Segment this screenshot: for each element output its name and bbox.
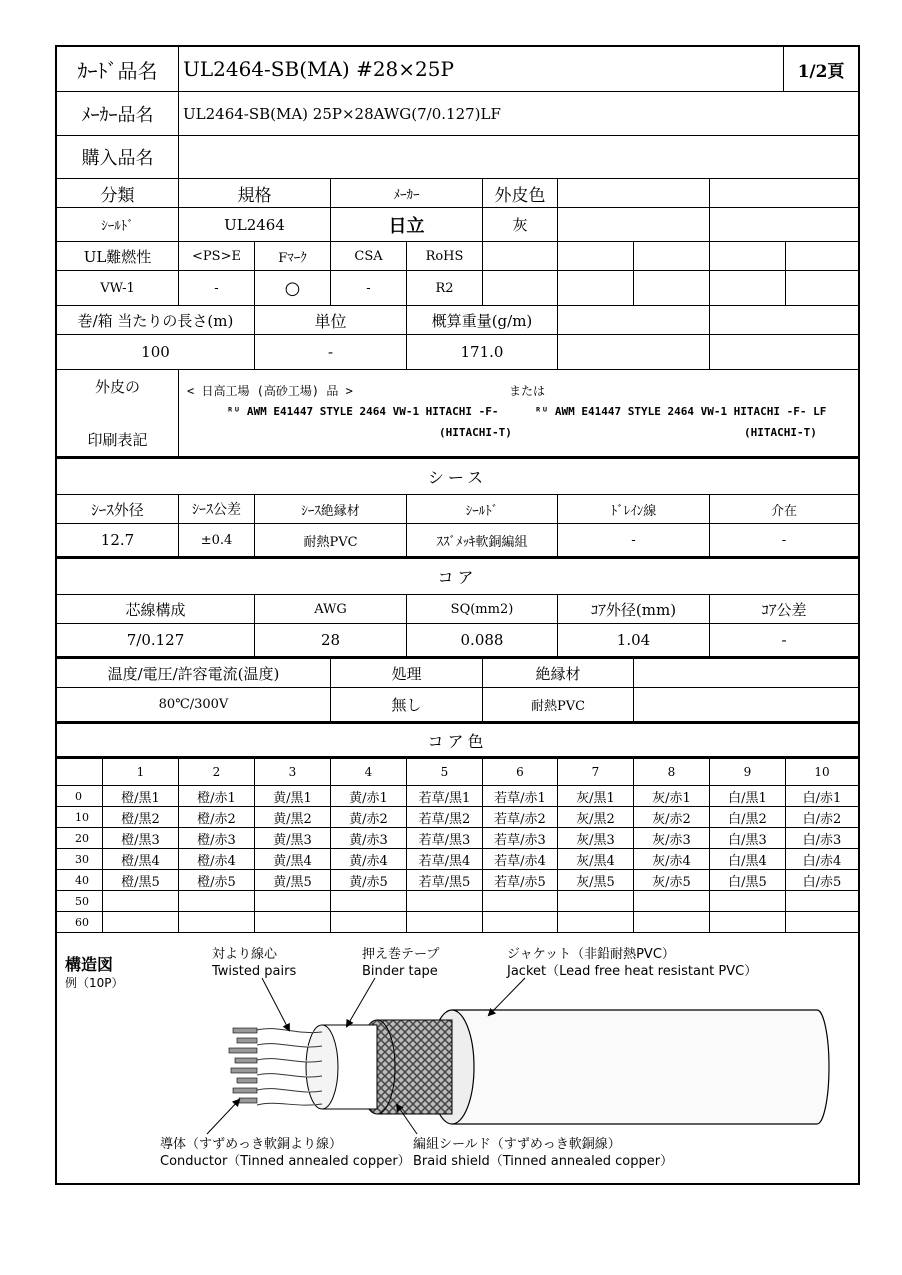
printing-line2b-text: AWM E41447 STYLE 2464 VW-1 HITACHI -F- LF — [554, 405, 827, 418]
drain-value: - — [558, 524, 710, 556]
color-cell: 白/黒3 — [710, 828, 786, 848]
color-cell — [179, 891, 255, 911]
csa-value: - — [331, 271, 407, 305]
color-cell: 灰/黒2 — [558, 807, 634, 827]
sheath-mat-header: ｼｰｽ絶縁材 — [255, 495, 407, 523]
color-cell: 若草/黒4 — [407, 849, 483, 869]
color-cell: 橙/赤1 — [179, 786, 255, 806]
unit-header: 単位 — [255, 306, 407, 334]
unit-value: - — [255, 335, 407, 369]
color-cell: 若草/黒5 — [407, 870, 483, 890]
drain-header: ﾄﾞﾚｲﾝ線 — [558, 495, 710, 523]
printing-line3b: (HITACHI-T) — [744, 426, 817, 439]
core-value-row — [57, 624, 858, 659]
color-row-index: 30 — [57, 849, 103, 869]
csa-header: CSA — [331, 242, 407, 270]
sheath-header-row — [57, 495, 858, 524]
structure-example: 例（10P） — [65, 976, 124, 990]
card-name-row — [57, 47, 858, 92]
weight-header: 概算重量(g/m) — [407, 306, 558, 334]
ul-flame-value: VW-1 — [57, 271, 179, 305]
printing-line2a-text: AWM E41447 STYLE 2464 VW-1 HITACHI -F- — [246, 405, 499, 418]
length-header: 巻/箱 当たりの長さ(m) — [57, 306, 255, 334]
rohs-value: R2 — [407, 271, 483, 305]
maker-value: 日立 — [331, 208, 483, 241]
color-cell — [483, 891, 558, 911]
color-col-header: 1 — [103, 759, 179, 785]
color-cell — [407, 912, 483, 932]
printing-row — [57, 370, 858, 459]
core-color-row — [57, 786, 858, 807]
blank-cell — [558, 306, 710, 334]
color-cell — [331, 891, 407, 911]
color-cell — [786, 912, 858, 932]
color-cell: 白/赤1 — [802, 790, 842, 806]
maker-name-label: ﾒｰｶｰ品名 — [57, 92, 179, 135]
color-cell — [255, 891, 331, 911]
blank-cell — [710, 179, 858, 207]
weight-value: 171.0 — [407, 335, 558, 369]
color-cell: 白/黒2 — [710, 807, 786, 827]
color-row-index: 40 — [57, 870, 103, 890]
shield-value: ｽｽﾞﾒｯｷ軟銅編組 — [407, 524, 558, 556]
sheath-title-row — [57, 459, 858, 495]
pse-header: <PS>E — [179, 242, 255, 270]
jacket-shape — [452, 1010, 829, 1124]
braid-shield-en: Braid shield（Tinned annealed copper） — [413, 1154, 674, 1169]
page-number: 1/2頁 — [797, 61, 845, 82]
purchase-name-value — [179, 136, 858, 178]
blank-cell — [483, 242, 558, 270]
conductors-shape — [229, 1028, 257, 1103]
core-color-row — [57, 807, 858, 828]
fmark-header: Fﾏｰｸ — [255, 242, 331, 270]
color-cell — [786, 891, 858, 911]
blank-cell — [634, 271, 710, 305]
blank-cell — [634, 688, 858, 721]
color-col-header: 4 — [331, 759, 407, 785]
color-cell: 白/黒1 — [710, 786, 786, 806]
pse-value: - — [179, 271, 255, 305]
color-cell: 白/黒4 — [710, 849, 786, 869]
color-cell: 灰/赤5 — [634, 870, 710, 890]
conductor-jp: 導体（すずめっき軟銅より線） — [160, 1137, 343, 1152]
color-row-index: 50 — [57, 891, 103, 911]
filler-header: 介在 — [770, 503, 797, 519]
color-row-index: 20 — [57, 828, 103, 848]
printing-label — [57, 370, 179, 456]
color-cell — [634, 891, 710, 911]
blank-cell — [710, 306, 858, 334]
sheath-tol-value: ±0.4 — [179, 524, 255, 556]
color-cell: 白/赤4 — [802, 853, 842, 869]
blank-cell — [786, 271, 858, 305]
spec2-value-row — [57, 271, 858, 306]
color-cell: 黄/赤3 — [331, 828, 407, 848]
temp-header-row — [57, 659, 858, 688]
length-value: 100 — [57, 335, 255, 369]
color-cell: 橙/赤5 — [179, 870, 255, 890]
color-cell: 黄/黒1 — [255, 786, 331, 806]
color-cell: 黄/黒5 — [255, 870, 331, 890]
color-cell: 黄/黒4 — [255, 849, 331, 869]
color-cell — [634, 912, 710, 932]
standard-header: 規格 — [179, 179, 331, 207]
maker-header: ﾒｰｶｰ — [331, 179, 483, 207]
color-cell: 黄/赤1 — [331, 786, 407, 806]
color-cell: 若草/赤4 — [483, 849, 558, 869]
color-cell: 橙/黒5 — [103, 870, 179, 890]
core-title-row — [57, 559, 858, 595]
color-cell: 橙/赤3 — [179, 828, 255, 848]
jacket-en: Jacket（Lead free heat resistant PVC） — [507, 964, 758, 979]
jacket-color-header: 外皮色 — [483, 179, 558, 207]
cable-illustration — [57, 940, 858, 1183]
color-cell: 灰/赤4 — [634, 849, 710, 869]
color-col-header: 10 — [814, 765, 830, 779]
spec1-value-row — [57, 208, 858, 242]
color-cell: 灰/赤2 — [634, 807, 710, 827]
color-cell: 若草/赤5 — [483, 870, 558, 890]
sq-value: 0.088 — [407, 624, 558, 656]
color-cell — [558, 912, 634, 932]
printing-text — [179, 370, 858, 456]
blank-cell — [558, 242, 634, 270]
color-cell: 黄/黒2 — [255, 807, 331, 827]
temp-header: 温度/電圧/許容電流(温度) — [57, 659, 331, 687]
structure-diagram — [57, 940, 858, 1183]
spec3-header-row — [57, 306, 858, 335]
purchase-name-label: 購入品名 — [57, 136, 179, 178]
color-col-header: 2 — [179, 759, 255, 785]
core-color-header-row — [57, 759, 858, 786]
color-col-header: 3 — [255, 759, 331, 785]
core-color-row — [57, 849, 858, 870]
color-cell — [407, 891, 483, 911]
sheath-value-row — [57, 524, 858, 559]
core-color-title-row — [57, 724, 858, 759]
maker-name-row — [57, 92, 858, 136]
spec2-header-row — [57, 242, 858, 271]
color-cell: 若草/赤3 — [483, 828, 558, 848]
blank-cell — [483, 271, 558, 305]
core-title: コア — [437, 568, 478, 587]
color-cell — [331, 912, 407, 932]
color-cell — [483, 912, 558, 932]
conductor-en: Conductor（Tinned annealed copper） — [160, 1154, 411, 1169]
printing-line3a: (HITACHI-T) — [439, 426, 512, 439]
standard-value: UL2464 — [179, 208, 331, 241]
binder-tape-en: Binder tape — [362, 964, 438, 979]
temp-value: 80℃/300V — [57, 688, 331, 721]
ul-mark-icon: ᴿᵁ — [227, 405, 241, 418]
blank-cell — [710, 242, 786, 270]
printing-factory: < 日高工場 (高砂工場) 品 > — [187, 384, 353, 398]
color-col-header: 8 — [634, 759, 710, 785]
printing-line2a — [227, 405, 499, 418]
color-cell: 灰/黒5 — [558, 870, 634, 890]
color-cell: 黄/赤5 — [331, 870, 407, 890]
color-cell: 若草/赤2 — [483, 807, 558, 827]
filler-value: - — [781, 532, 787, 548]
color-cell — [558, 891, 634, 911]
color-cell: 灰/赤1 — [634, 786, 710, 806]
awg-header: AWG — [255, 595, 407, 623]
blank-cell — [710, 335, 858, 369]
conductor-const-header: 芯線構成 — [57, 595, 255, 623]
class-value: ｼｰﾙﾄﾞ — [57, 208, 179, 241]
color-cell — [179, 912, 255, 932]
color-col-header: 6 — [483, 759, 558, 785]
color-cell: 橙/黒4 — [103, 849, 179, 869]
shield-header: ｼｰﾙﾄﾞ — [407, 495, 558, 523]
printing-line2b — [535, 405, 826, 418]
sheath-tol-header: ｼｰｽ公差 — [179, 495, 255, 523]
awg-value: 28 — [255, 624, 407, 656]
color-cell: 若草/黒2 — [407, 807, 483, 827]
structure-title: 構造図 — [65, 955, 114, 974]
spec3-value-row — [57, 335, 858, 370]
process-header: 処理 — [331, 659, 483, 687]
rohs-header: RoHS — [407, 242, 483, 270]
core-tol-header: ｺｱ公差 — [761, 600, 807, 619]
ul-flame-header: UL難燃性 — [57, 242, 179, 270]
jacket-color-value: 灰 — [483, 208, 558, 241]
jacket-jp: ジャケット（非鉛耐熱PVC） — [507, 947, 675, 962]
sheath-od-value: 12.7 — [57, 524, 179, 556]
conductor-const-value: 7/0.127 — [57, 624, 255, 656]
color-cell: 若草/黒3 — [407, 828, 483, 848]
color-cell: 黄/黒3 — [255, 828, 331, 848]
process-value: 無し — [331, 688, 483, 721]
blank-cell — [710, 208, 858, 241]
color-col-header: 7 — [558, 759, 634, 785]
color-cell: 若草/黒1 — [407, 786, 483, 806]
sheath-mat-value: 耐熱PVC — [255, 524, 407, 556]
color-cell: 橙/黒3 — [103, 828, 179, 848]
color-cell — [710, 891, 786, 911]
insulation-header: 絶縁材 — [483, 659, 634, 687]
card-name-value: UL2464-SB(MA) #28×25P — [179, 47, 784, 91]
binder-tape-jp: 押え巻テープ — [362, 947, 440, 962]
spec1-header-row — [57, 179, 858, 208]
color-cell: 橙/黒2 — [103, 807, 179, 827]
blank-cell — [710, 271, 786, 305]
color-cell: 白/黒5 — [710, 870, 786, 890]
color-cell: 橙/黒1 — [103, 786, 179, 806]
braid-shield-jp: 編組シールド（すずめっき軟銅線） — [413, 1137, 621, 1152]
fmark-value: ○ — [255, 271, 331, 305]
twisted-pairs-en: Twisted pairs — [212, 964, 297, 979]
core-color-row — [57, 912, 858, 933]
sheath-od-header: ｼｰｽ外径 — [57, 495, 179, 523]
core-color-row — [57, 828, 858, 849]
core-color-row — [57, 870, 858, 891]
color-cell: 白/赤2 — [802, 811, 842, 827]
color-cell: 灰/黒1 — [558, 786, 634, 806]
sq-header: SQ(mm2) — [407, 595, 558, 623]
color-col-header: 9 — [710, 759, 786, 785]
core-od-value: 1.04 — [558, 624, 710, 656]
ul-mark-icon: ᴿᵁ — [535, 405, 549, 418]
blank-cell — [558, 208, 710, 241]
purchase-name-row — [57, 136, 858, 179]
core-od-header: ｺｱ外径(mm) — [558, 595, 710, 623]
color-row-index: 60 — [57, 912, 103, 932]
color-cell: 白/赤5 — [802, 874, 842, 890]
blank-cell — [558, 179, 710, 207]
color-cell: 白/赤3 — [802, 832, 842, 848]
color-col-header: 5 — [407, 759, 483, 785]
color-cell: 黄/赤2 — [331, 807, 407, 827]
color-cell: 灰/赤3 — [634, 828, 710, 848]
binder-end — [306, 1025, 338, 1109]
color-cell: 黄/赤4 — [331, 849, 407, 869]
insulation-value: 耐熱PVC — [483, 688, 634, 721]
printing-label-line2: 印刷表記 — [87, 431, 148, 449]
color-cell — [103, 912, 179, 932]
sheath-title: シース — [427, 468, 488, 487]
color-cell: 橙/赤4 — [179, 849, 255, 869]
printing-or: または — [509, 384, 546, 398]
maker-name-value: UL2464-SB(MA) 25P×28AWG(7/0.127)LF — [183, 104, 501, 123]
temp-value-row — [57, 688, 858, 724]
color-cell — [710, 912, 786, 932]
twisted-pairs-jp: 対より線心 — [212, 947, 278, 962]
core-header-row — [57, 595, 858, 624]
blank-cell — [786, 242, 858, 270]
blank-cell — [558, 271, 634, 305]
blank-cell — [634, 659, 858, 687]
color-cell: 灰/黒3 — [558, 828, 634, 848]
color-cell — [255, 912, 331, 932]
core-color-title: コア色 — [427, 731, 488, 751]
color-cell: 若草/赤1 — [483, 786, 558, 806]
color-corner-cell — [57, 759, 103, 785]
color-cell — [103, 891, 179, 911]
printing-label-line1: 外皮の — [94, 378, 140, 396]
color-cell: 灰/黒4 — [558, 849, 634, 869]
blank-cell — [558, 335, 710, 369]
core-tol-value: - — [781, 631, 787, 649]
color-row-index: 10 — [57, 807, 103, 827]
card-name-label: ｶｰﾄﾞ品名 — [57, 47, 179, 91]
core-color-row — [57, 891, 858, 912]
blank-cell — [634, 242, 710, 270]
color-cell: 橙/赤2 — [179, 807, 255, 827]
color-row-index: 0 — [57, 786, 103, 806]
spec-sheet — [55, 45, 860, 1185]
class-header: 分類 — [57, 179, 179, 207]
